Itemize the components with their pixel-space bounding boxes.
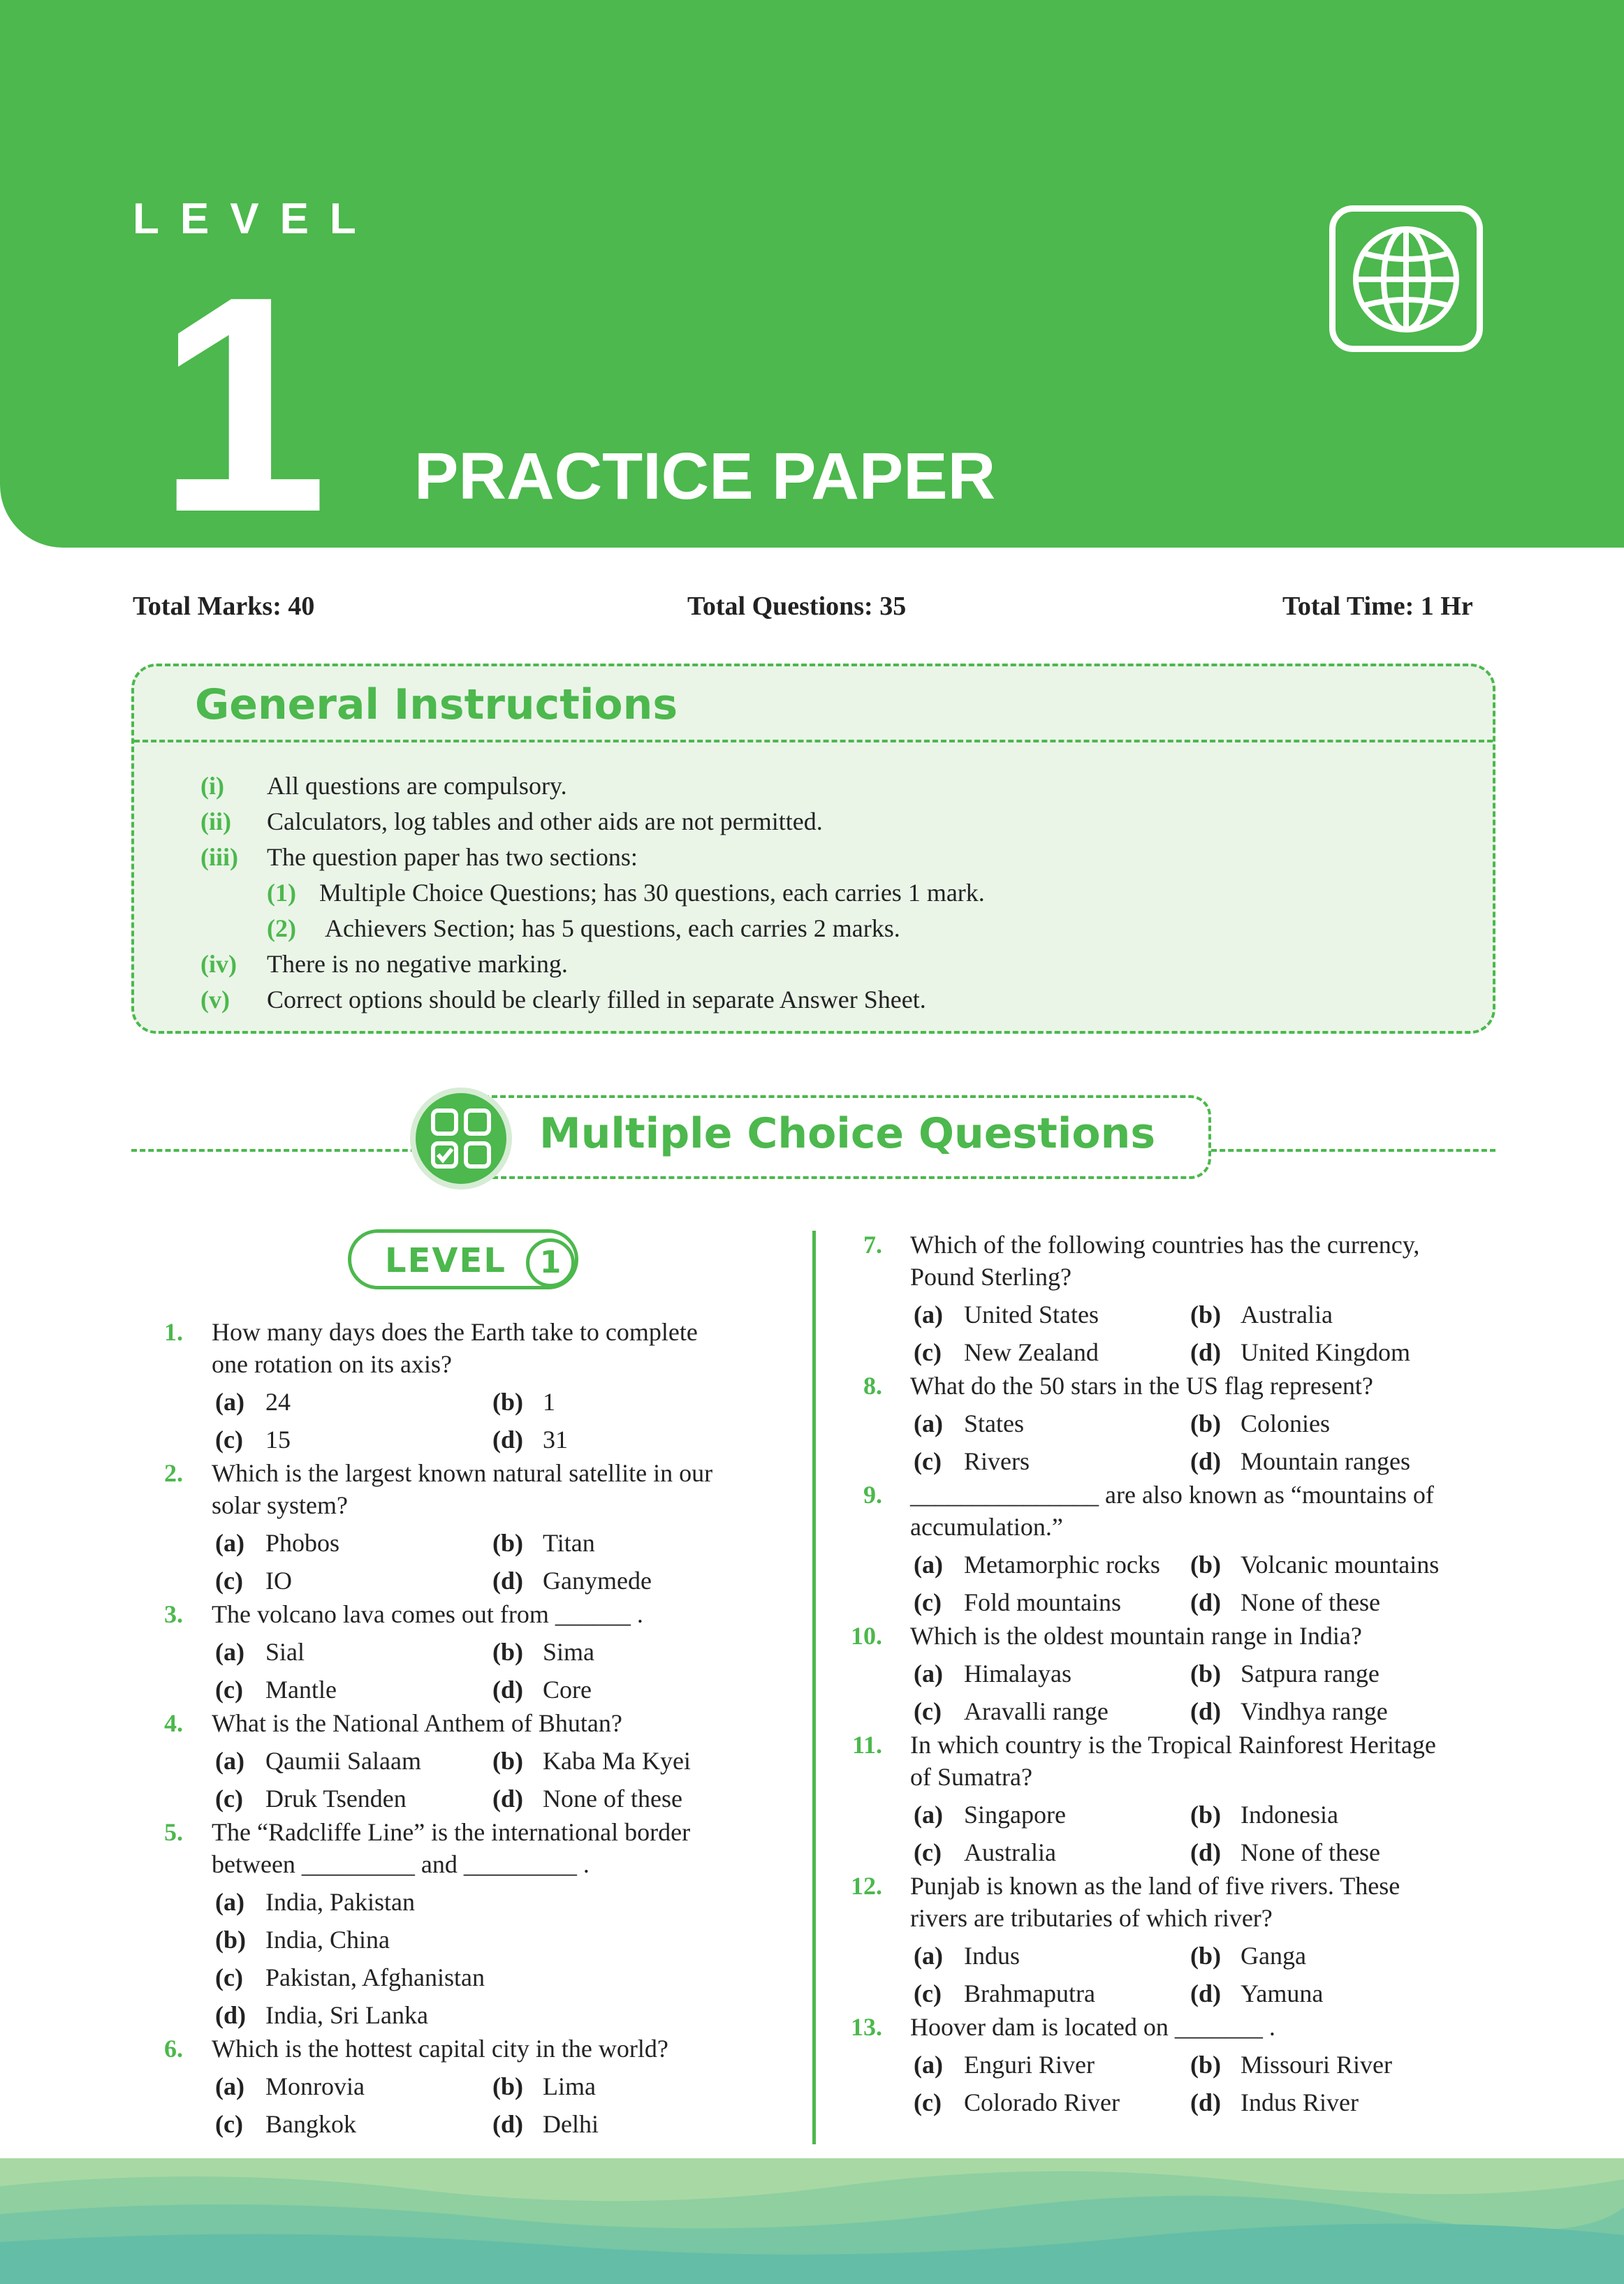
question-text: Which is the oldest mountain range in India? [910,1622,1362,1650]
option-label: (c) [914,1447,942,1475]
question-text: solar system? [212,1491,348,1519]
option-label: (a) [914,1551,943,1579]
option-label: (b) [492,1638,523,1666]
instruction-marker: (iv) [200,950,237,978]
option-label: (c) [914,2088,942,2116]
instruction-marker: (1) [267,879,296,907]
option-text: Colonies [1241,1410,1331,1437]
option-text: Kaba Ma Kyei [543,1747,691,1775]
section-divider-right [1211,1149,1495,1152]
column-rule [812,1231,816,2144]
instructions-title: General Instructions [195,680,678,729]
option-text: Sima [543,1638,595,1666]
question-text: Hoover dam is located on _______ . [910,2013,1275,2041]
option-label: (a) [914,1301,943,1328]
option-label: (d) [492,1785,523,1813]
option-text: Mountain ranges [1241,1447,1410,1475]
question-text: of Sumatra? [910,1763,1032,1791]
option-label: (a) [215,1388,244,1416]
instruction-text: Multiple Choice Questions; has 30 questions, each carries 1 mark. [319,879,985,907]
option-label: (d) [1190,1338,1221,1366]
option-text: Delhi [543,2110,599,2138]
option-label: (d) [492,1426,523,1454]
option-label: (a) [215,1747,244,1775]
question-text: _______________ are also known as “mountains of [910,1481,1434,1509]
question-text: Punjab is known as the land of five rivers. These [910,1872,1400,1900]
option-label: (c) [914,1979,942,2007]
option-label: (d) [1190,2088,1221,2116]
option-text: New Zealand [964,1338,1099,1366]
option-text: Vindhya range [1241,1697,1388,1725]
level-badge [348,1229,578,1289]
question-text: one rotation on its axis? [212,1350,452,1378]
option-text: Monrovia [265,2072,365,2100]
globe-icon [1329,205,1483,352]
option-label: (c) [215,2110,243,2138]
instruction-text: There is no negative marking. [267,950,568,978]
option-label: (b) [1190,1410,1221,1437]
option-label: (d) [1190,1588,1221,1616]
question-text: between _________ and _________ . [212,1850,590,1878]
option-text: Ganga [1241,1942,1306,1970]
option-text: Missouri River [1241,2051,1393,2079]
question-text: The “Radcliffe Line” is the international border [212,1818,691,1846]
option-label: (c) [215,1963,243,1991]
option-label: (c) [215,1567,243,1595]
option-text: Mantle [265,1676,337,1704]
option-text: Volcanic mountains [1241,1551,1440,1579]
question-number: 1. [164,1318,183,1346]
option-label: (a) [215,1888,244,1916]
section-divider-left [131,1149,425,1152]
option-text: 1 [543,1388,555,1416]
option-label: (d) [1190,1697,1221,1725]
option-text: Yamuna [1241,1979,1324,2007]
option-text: Himalayas [964,1660,1071,1688]
option-label: (b) [1190,1942,1221,1970]
option-text: None of these [543,1785,682,1813]
instruction-text: All questions are compulsory. [267,772,567,800]
question-number: 5. [164,1818,183,1846]
option-text: Qaumii Salaam [265,1747,421,1775]
option-label: (a) [215,2072,244,2100]
question-text: Pound Sterling? [910,1263,1071,1291]
checklist-icon [416,1093,506,1184]
option-text: India, Sri Lanka [265,2001,428,2029]
option-text: Rivers [964,1447,1030,1475]
question-number: 3. [164,1600,183,1628]
option-label: (a) [914,1410,943,1437]
question-text: The volcano lava comes out from ______ . [212,1600,643,1628]
option-text: 24 [265,1388,291,1416]
option-label: (b) [1190,1801,1221,1829]
question-number: 13. [851,2013,882,2041]
option-label: (c) [914,1338,942,1366]
option-text: Fold mountains [964,1588,1122,1616]
option-text: States [964,1410,1024,1437]
instruction-marker: (iii) [200,843,238,871]
option-label: (c) [914,1697,942,1725]
footer-waves [0,2158,1624,2284]
option-text: Enguri River [964,2051,1095,2079]
option-text: United Kingdom [1241,1338,1410,1366]
question-number: 10. [851,1622,882,1650]
question-number: 2. [164,1459,183,1487]
instruction-text: Correct options should be clearly filled in separate Answer Sheet. [267,986,926,1013]
option-text: Aravalli range [964,1697,1109,1725]
option-label: (b) [492,2072,523,2100]
option-label: (b) [215,1926,246,1954]
option-label: (b) [492,1747,523,1775]
option-text: 15 [265,1426,291,1454]
option-text: Brahmaputra [964,1979,1095,2007]
question-text: What do the 50 stars in the US flag represent? [910,1372,1373,1400]
option-label: (a) [914,2051,943,2079]
option-text: Singapore [964,1801,1066,1829]
option-label: (a) [215,1638,244,1666]
option-text: None of these [1241,1838,1380,1866]
question-text: In which country is the Tropical Rainforest Heritage [910,1731,1436,1759]
option-text: Druk Tsenden [265,1785,407,1813]
option-text: Colorado River [964,2088,1120,2116]
option-text: None of these [1241,1588,1380,1616]
question-text: How many days does the Earth take to complete [212,1318,698,1346]
option-label: (c) [914,1588,942,1616]
instruction-marker: (2) [267,914,296,942]
question-text: Which is the largest known natural satellite in our [212,1459,713,1487]
instruction-marker: (v) [200,986,230,1013]
instruction-text: The question paper has two sections: [267,843,638,871]
option-text: India, Pakistan [265,1888,415,1916]
option-label: (a) [914,1801,943,1829]
total-time: Total Time: 1 Hr [1282,592,1473,621]
question-text: accumulation.” [910,1513,1063,1541]
question-number: 11. [851,1731,882,1759]
option-label: (d) [492,2110,523,2138]
option-label: (c) [215,1785,243,1813]
instruction-marker: (ii) [200,807,231,835]
option-label: (d) [492,1567,523,1595]
option-label: (c) [914,1838,942,1866]
option-text: Bangkok [265,2110,356,2138]
option-text: Pakistan, Afghanistan [265,1963,485,1991]
question-text: rivers are tributaries of which river? [910,1904,1273,1932]
instruction-text: Calculators, log tables and other aids are not permitted. [267,807,823,835]
level-number: 1 [157,233,328,576]
option-text: Indus [964,1942,1020,1970]
option-label: (c) [215,1676,243,1704]
instruction-text: Achievers Section; has 5 questions, each carries 2 marks. [325,914,900,942]
option-label: (a) [215,1529,244,1557]
option-label: (d) [492,1676,523,1704]
option-text: Lima [543,2072,596,2100]
option-label: (d) [1190,1447,1221,1475]
instructions-divider [134,740,1493,742]
option-text: Indonesia [1241,1801,1338,1829]
instruction-marker: (i) [200,772,224,800]
question-number: 12. [851,1872,882,1900]
option-label: (b) [492,1529,523,1557]
option-text: Titan [543,1529,595,1557]
option-text: Metamorphic rocks [964,1551,1160,1579]
instructions-box [131,664,1495,1034]
level-badge-label: LEVEL [385,1241,506,1280]
option-text: Indus River [1241,2088,1359,2116]
question-number: 8. [863,1372,882,1400]
option-label: (a) [914,1942,943,1970]
question-number: 6. [164,2035,183,2063]
option-label: (c) [215,1426,243,1454]
option-text: Australia [1241,1301,1333,1328]
total-marks: Total Marks: 40 [133,592,315,621]
option-text: Phobos [265,1529,340,1557]
option-label: (b) [1190,1551,1221,1579]
section-title: Multiple Choice Questions [539,1109,1156,1158]
question-text: Which of the following countries has the currency, [910,1231,1420,1259]
option-label: (b) [1190,1660,1221,1688]
level-badge-number: 1 [526,1238,575,1287]
option-text: Satpura range [1241,1660,1380,1688]
option-label: (d) [215,2001,246,2029]
question-text: Which is the hottest capital city in the world? [212,2035,668,2063]
option-label: (b) [492,1388,523,1416]
level-word: LEVEL [133,195,377,243]
question-number: 4. [164,1709,183,1737]
option-label: (d) [1190,1979,1221,2007]
question-text: What is the National Anthem of Bhutan? [212,1709,622,1737]
total-questions: Total Questions: 35 [687,592,907,621]
option-text: Sial [265,1638,305,1666]
option-label: (b) [1190,2051,1221,2079]
page-title: PRACTICE PAPER [414,439,996,513]
option-label: (a) [914,1660,943,1688]
option-text: IO [265,1567,292,1595]
option-text: Australia [964,1838,1056,1866]
option-text: Core [543,1676,592,1704]
option-label: (b) [1190,1301,1221,1328]
option-text: 31 [543,1426,568,1454]
question-number: 7. [863,1231,882,1259]
question-number: 9. [863,1481,882,1509]
option-text: Ganymede [543,1567,652,1595]
option-label: (d) [1190,1838,1221,1866]
option-text: India, China [265,1926,390,1954]
option-text: United States [964,1301,1099,1328]
